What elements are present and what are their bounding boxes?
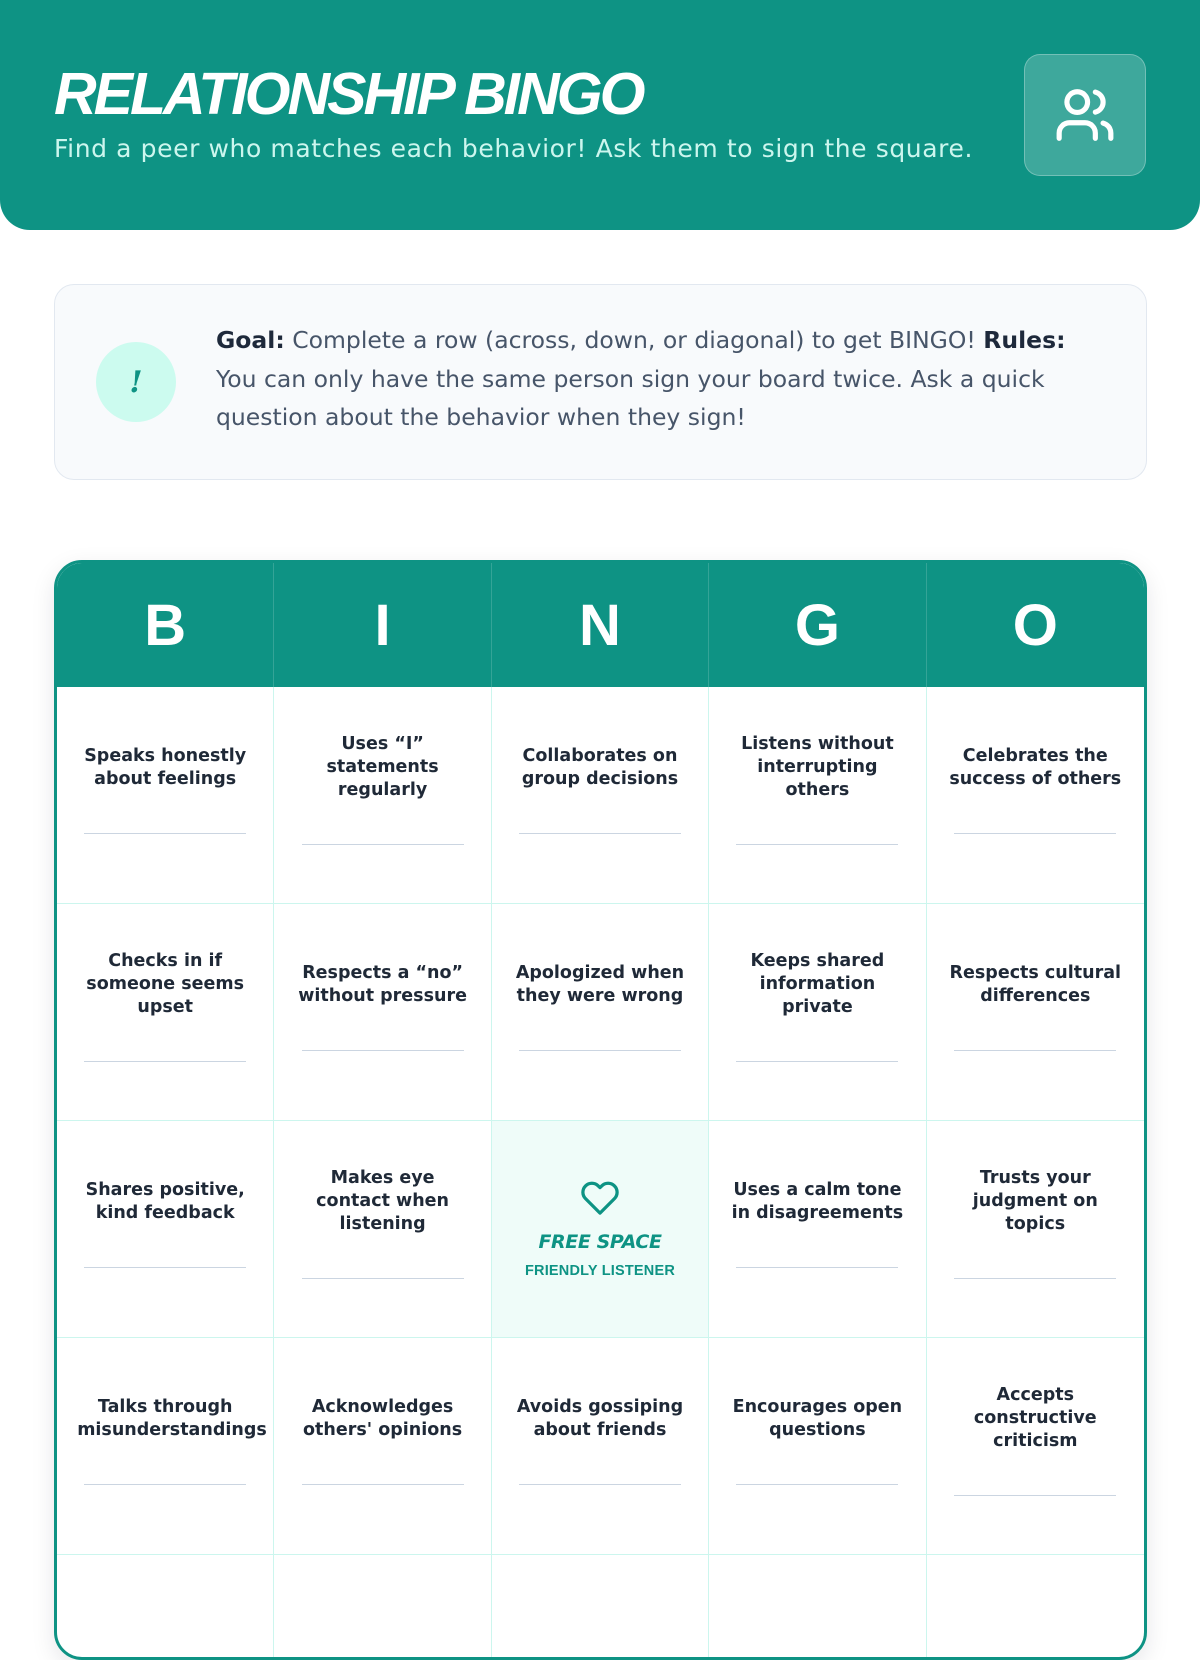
- signature-line[interactable]: [954, 1278, 1116, 1279]
- bingo-square-label: Encourages open questions: [732, 1396, 903, 1440]
- bingo-square-label: Respects a “no” without pressure: [298, 962, 467, 1006]
- bingo-square-label: Listens without interrupting others: [741, 734, 894, 800]
- bingo-square[interactable]: [709, 687, 926, 904]
- bingo-square[interactable]: [709, 1555, 926, 1660]
- rules-label: Rules:: [983, 326, 1066, 354]
- bingo-square[interactable]: [492, 687, 709, 904]
- bingo-square[interactable]: [274, 1121, 491, 1338]
- bingo-square-label: Shares positive, kind feedback: [85, 1179, 245, 1223]
- signature-line[interactable]: [84, 833, 246, 834]
- signature-line[interactable]: [519, 1484, 681, 1485]
- instructions-text: [216, 321, 1111, 437]
- bingo-square-label: Respects cultural differences: [949, 962, 1122, 1006]
- bingo-letter-i: I: [274, 563, 491, 687]
- signature-line[interactable]: [302, 1278, 464, 1279]
- bingo-square[interactable]: [927, 687, 1144, 904]
- signature-line[interactable]: [954, 1050, 1116, 1051]
- signature-line[interactable]: [84, 1484, 246, 1485]
- bingo-square[interactable]: [492, 904, 709, 1121]
- bingo-letter-header: [57, 563, 1144, 687]
- bingo-square-label: Celebrates the success of others: [949, 745, 1122, 789]
- bingo-square-label: Avoids gossiping about friends: [516, 1396, 684, 1440]
- free-space-square[interactable]: [492, 1121, 709, 1338]
- signature-line[interactable]: [302, 1050, 464, 1051]
- bingo-square[interactable]: [274, 1338, 491, 1555]
- goal-label: Goal:: [216, 326, 285, 354]
- bingo-square-label: Collaborates on group decisions: [521, 745, 679, 789]
- bingo-square[interactable]: [492, 1338, 709, 1555]
- users-icon: [1054, 84, 1116, 146]
- bingo-square-label: Speaks honestly about feelings: [84, 745, 247, 789]
- bingo-square[interactable]: [57, 904, 274, 1121]
- bingo-square-label: Keeps shared information private: [750, 951, 885, 1017]
- header-badge: [1024, 54, 1146, 176]
- heart-icon: [580, 1180, 620, 1221]
- bingo-square[interactable]: [927, 904, 1144, 1121]
- bingo-letter-g: G: [709, 563, 926, 687]
- bingo-square[interactable]: [709, 1338, 926, 1555]
- bingo-letter-n: N: [492, 563, 709, 687]
- signature-line[interactable]: [954, 833, 1116, 834]
- bingo-square[interactable]: [57, 1121, 274, 1338]
- bingo-square[interactable]: [274, 1555, 491, 1660]
- signature-line[interactable]: [736, 1267, 898, 1268]
- signature-line[interactable]: [519, 1050, 681, 1051]
- bingo-square-label: Uses a calm tone in disagreements: [731, 1179, 904, 1223]
- bingo-square-label: Apologized when they were wrong: [515, 962, 685, 1006]
- signature-line[interactable]: [736, 1484, 898, 1485]
- bingo-card: [54, 560, 1147, 1660]
- bingo-square[interactable]: [492, 1555, 709, 1660]
- free-space-subtitle: FRIENDLY LISTENER: [524, 1262, 676, 1279]
- signature-line[interactable]: [954, 1495, 1116, 1496]
- bingo-square[interactable]: [57, 687, 274, 904]
- page-header: [0, 0, 1200, 230]
- bingo-square-label: Checks in if someone seems upset: [86, 951, 245, 1017]
- bingo-square[interactable]: [274, 687, 491, 904]
- page-subtitle: Find a peer who matches each behavior! Ask them to sign the square.: [54, 134, 974, 163]
- bingo-square-label: Uses “I” statements regularly: [326, 734, 439, 800]
- bingo-square-label: Accepts constructive criticism: [973, 1385, 1097, 1451]
- bingo-square[interactable]: [57, 1555, 274, 1660]
- free-space-title: FREE SPACE: [538, 1230, 662, 1253]
- signature-line[interactable]: [302, 844, 464, 845]
- rules-text: You can only have the same person sign your board twice. Ask a quick question about the behavior when they sign!: [216, 364, 1045, 431]
- signature-line[interactable]: [84, 1061, 246, 1062]
- bingo-square[interactable]: [927, 1555, 1144, 1660]
- page-title: RELATIONSHIP BINGO: [54, 61, 643, 127]
- bingo-square[interactable]: [274, 904, 491, 1121]
- bingo-square[interactable]: [709, 1121, 926, 1338]
- goal-text: Complete a row (across, down, or diagonal) to get BINGO!: [284, 326, 984, 354]
- bingo-square[interactable]: [709, 904, 926, 1121]
- signature-line[interactable]: [736, 1061, 898, 1062]
- bingo-square[interactable]: [927, 1338, 1144, 1555]
- bingo-grid: [57, 687, 1144, 1660]
- bingo-square-label: Acknowledges others' opinions: [303, 1396, 463, 1440]
- bingo-letter-o: O: [1012, 592, 1058, 658]
- exclamation-icon: !: [96, 342, 176, 422]
- bingo-square-label: Makes eye contact when listening: [316, 1168, 449, 1234]
- bingo-square[interactable]: [927, 1121, 1144, 1338]
- signature-line[interactable]: [84, 1267, 246, 1268]
- signature-line[interactable]: [302, 1484, 464, 1485]
- signature-line[interactable]: [519, 833, 681, 834]
- bingo-square-label: Trusts your judgment on topics: [972, 1168, 1098, 1234]
- signature-line[interactable]: [736, 844, 898, 845]
- instructions-box: [54, 284, 1147, 480]
- bingo-letter-b: B: [57, 563, 274, 687]
- bingo-square-label: Talks through misunderstandings: [77, 1396, 267, 1440]
- bingo-square[interactable]: [57, 1338, 274, 1555]
